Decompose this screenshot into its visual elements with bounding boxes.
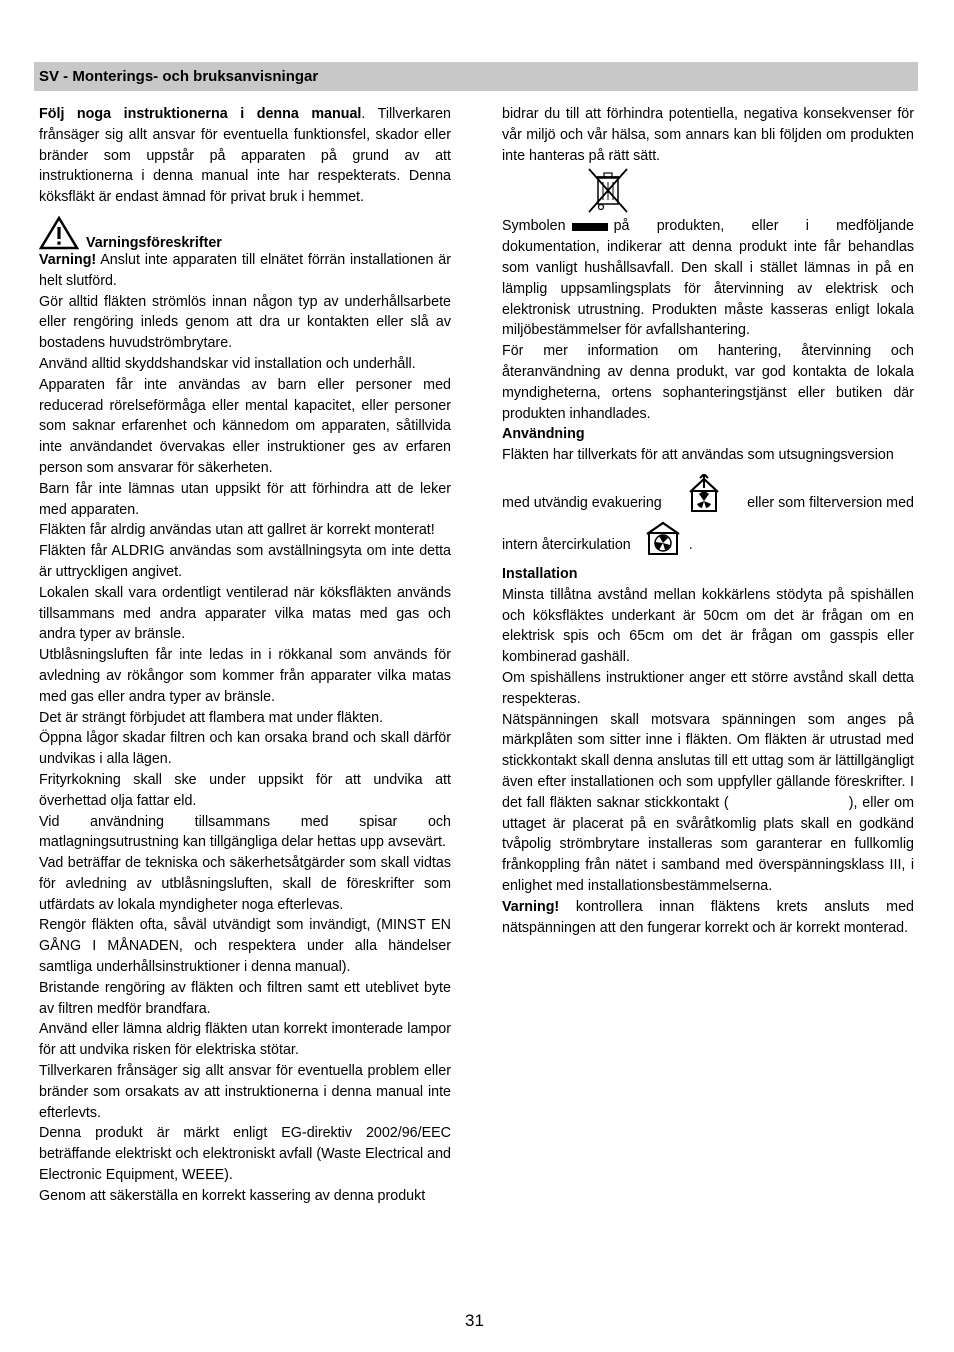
safety-paragraph: Lokalen skall vara ordentligt ventilerad när köksfläkten används tillsammans med andra apparater vilka matas med gas och andra typer av bränsle. (39, 584, 451, 643)
right-column (502, 104, 918, 938)
usage-filter-text: eller som filterversion med (747, 495, 914, 512)
black-bar-symbol (572, 223, 608, 231)
warning-paragraph (39, 250, 451, 292)
warning-label: Varning! (39, 251, 97, 268)
final-warning-text: kontrollera innan fläktens krets ansluts med nätspänningen att den fungerar korrekt och är korrekt monterad. (502, 898, 914, 936)
warnings-title: Varningsföreskrifter (86, 234, 222, 251)
safety-paragraph: Apparaten får inte användas av barn eller personer med reducerad rörelseförmåga eller mental kapacitet, eller personer som saknar erfarenhet och kännedom om apparaten, såtillvida inte användandet övervakas eller instruktioner ges av erfaren person som ansvarar för säkerheten. (39, 376, 451, 476)
external-exhaust-icon (686, 474, 722, 514)
safety-paragraph: Gör alltid fläkten strömlös innan någon typ av underhållsarbete eller rengöring inleds genom att dra ur kontakten eller slå av bostadens huvudströmbrytare. (39, 293, 451, 352)
intro-rest: . Tillverkaren frånsäger sig allt ansvar för eventuella funktionsfel, skador eller bränder som uppstår på apparaten på grund av att instruktionerna i denna manual inte har respekterats. Denna köksfläkt är endast ämnad för privat bruk i hemmet. (39, 106, 451, 206)
usage-title: Användning (502, 426, 585, 443)
weee-symbol (502, 166, 914, 216)
final-warning-paragraph (502, 897, 914, 939)
safety-paragraph: Utblåsningsluften får inte ledas in i rökkanal som används för avledning av rökångor som kommer från apparater vilka matas med gas eller andra typer av bränsle. (39, 647, 451, 705)
safety-paragraph: Vid användning tillsammans med spisar och matlagningsutrustning kan tillgängliga delar hettas upp avsevärt. (39, 813, 451, 851)
usage-external-text: med utvändig evakuering (502, 495, 662, 512)
safety-paragraph: Barn får inte lämnas utan uppsikt för att förhindra att de leker med apparaten. (39, 480, 451, 518)
install-paragraph: Minsta tillåtna avstånd mellan kokkärlens stödyta på spishällen och köksfläktes underkant är 50cm om det är frågan om en elektrisk spis och 65cm om det är frågan om gasspis eller kombinerad gashäll. (502, 586, 914, 666)
safety-paragraph: Vad beträffar de tekniska och säkerhetsåtgärder som skall vidtas för avledning av utblåsningsluften, skall de föreskrifter som utfärdats av lokala myndigheter noga efterlevas. (39, 855, 451, 913)
section-title: SV - Monterings- och bruksanvisningar (39, 68, 319, 85)
intro-bold: Följ noga instruktionerna i denna manual (39, 106, 362, 122)
warning-triangle-icon (39, 216, 79, 250)
warnings-heading (39, 216, 451, 250)
final-warning-label: Varning! (502, 898, 560, 915)
safety-paragraph: Bristande rengöring av fläkten och filtren samt ett uteblivet byte av filtren medför brandfara. (39, 979, 451, 1017)
installation-title: Installation (502, 565, 578, 582)
safety-paragraph: Fläkten får ALDRIG användas som avställningsyta om inte detta är uttryckligen angivet. (39, 543, 451, 580)
warning-text: Anslut inte apparaten till elnätet förrän installationen är helt slutförd. (39, 251, 451, 289)
safety-paragraph: Använd alltid skyddshandskar vid installation och underhåll. (39, 355, 416, 372)
safety-paragraph: Denna produkt är märkt enligt EG-direktiv 2002/96/EEC beträffande elektriskt och elektroniskt avfall (Waste Electrical and Electronic Equipment, WEEE). (39, 1125, 451, 1184)
safety-paragraph: Använd eller lämna aldrig fläkten utan korrekt imonterade lampor för att undvika risken för elektriska stötar. (39, 1021, 451, 1059)
install-paragraph: Nätspänningen skall motsvara spänningen som anges på märkplåten som sitter inne i fläkten. Om fläkten är utrustad med stickkontakt skall denna anslutas till ett uttag som är lättillgängligt även efter installationen och som uppfyller gällande föreskrifter. I det fall fläkten saknar stickkontakt ( ), eller om uttaget är placerat på en svåråtkomlig plats skall en godkänd tvåpolig strömbrytare installeras som garanterar en fullkomlig frånkoppling från nätet i samband med överspänningsklass III, i enlighet med installationsbestämmelserna. (502, 711, 918, 894)
section-header-bar (34, 62, 918, 91)
safety-paragraph: Frityrkokning skall ske under uppsikt för att undvika att överhettad olja fattar eld. (39, 771, 451, 809)
symbol-post: på produkten, eller i medföljande dokumentation, indikerar att denna produkt inte får behandlas som vanligt hushållsavfall. Den skall i stället lämnas in på en lämplig uppsamlingsplats för återvinning av elektrisk och elektronisk utrustning. Produkten måste kasseras enligt lokala miljöbestämmelser för avfallshantering. (502, 218, 914, 339)
safety-paragraph: Det är strängt förbjudet att flambera mat under fläkten. (39, 709, 384, 726)
safety-paragraph: Genom att säkerställa en korrekt kassering av denna produkt (39, 1187, 426, 1204)
intro-paragraph (39, 104, 451, 208)
safety-paragraph: Fläkten får alrdig användas utan att gallret är korrekt monterat! (39, 522, 435, 539)
usage-external-line (502, 474, 914, 514)
usage-internal-text: intern återcirkulation (502, 537, 631, 554)
safety-paragraph: Rengör fläkten ofta, såväl utvändigt som invändigt, (MINST EN GÅNG I MÅNADEN, och respektera under alla händelser samtliga underhållsinstruktioner i denna manual). (39, 917, 451, 976)
usage-text: Fläkten har tillverkats för att användas som utsugningsversion (502, 447, 894, 464)
crossed-bin-icon (586, 166, 630, 214)
disposal-continued: bidrar du till att förhindra potentiella, negativa konsekvenser för vår miljö och vår hälsa, som annars kan bli följden om produkten inte hanteras på rätt sätt. (502, 106, 914, 164)
left-column (39, 104, 451, 1207)
more-info-paragraph: För mer information om hantering, återvinning och återanvändning av denna produkt, var god kontakta de lokala myndigheterna, ortens sophanteringstjänst eller butiken där produkten inhandlades. (502, 343, 914, 422)
usage-internal-line (502, 520, 914, 556)
symbol-paragraph (502, 216, 914, 341)
install-paragraph: Om spishällens instruktioner anger ett större avstånd skall detta respekteras. (502, 669, 914, 707)
symbol-pre: Symbolen (502, 218, 566, 235)
safety-paragraph: Öppna lågor skadar filtren och kan orsaka brand och skall därför undvikas i alla lägen. (39, 730, 451, 768)
page-number: 31 (465, 1311, 484, 1330)
safety-paragraph: Tillverkaren frånsäger sig allt ansvar för eventuella problem eller bränder som orsakats av att instruktionerna i denna manual inte efterlevts. (39, 1063, 451, 1121)
usage-period: . (688, 537, 693, 554)
recirculation-icon (641, 520, 685, 556)
